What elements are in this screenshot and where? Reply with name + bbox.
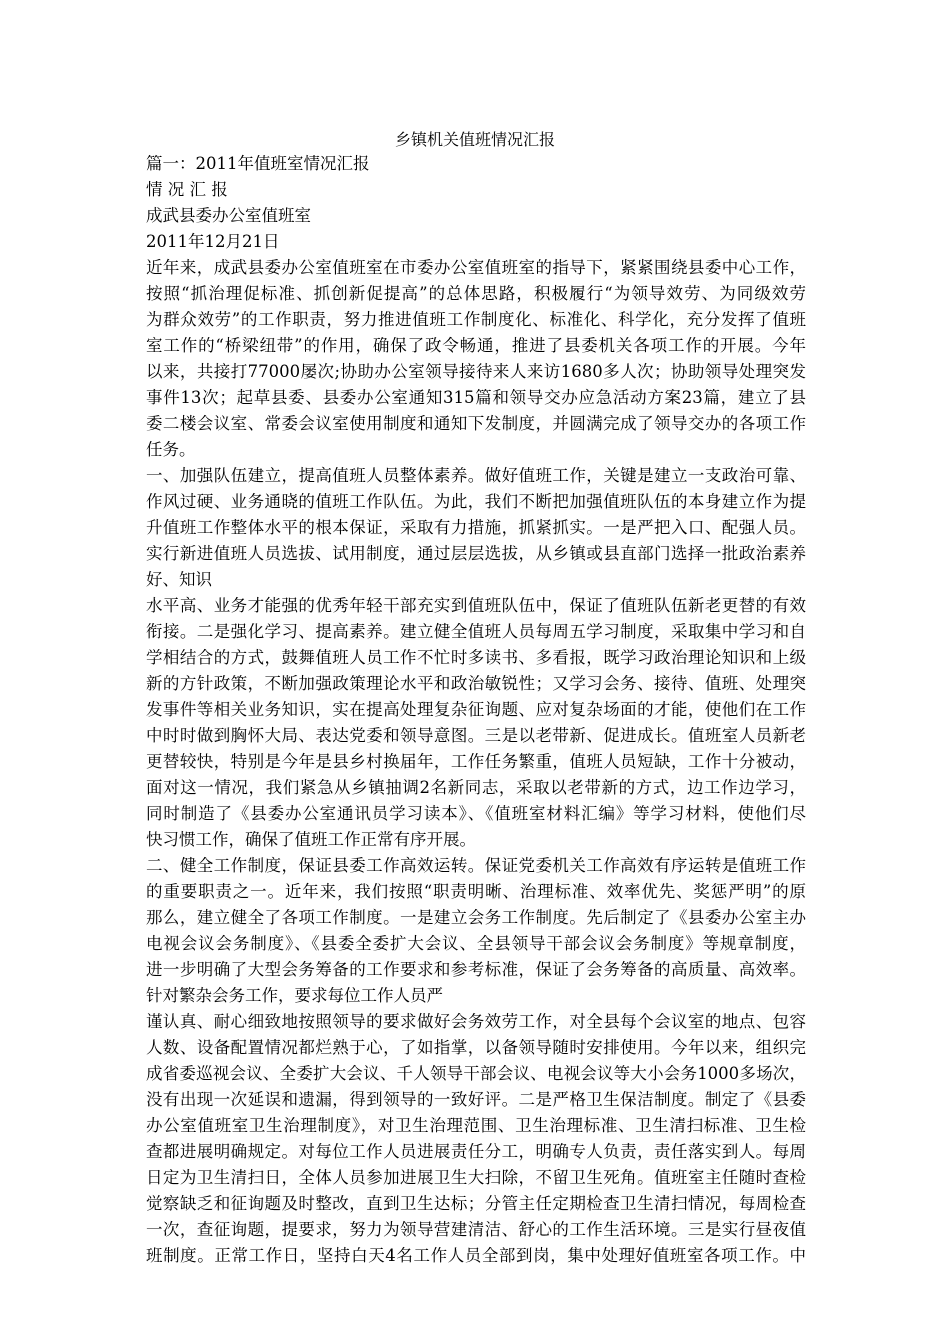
text-line: 新的方针政策，不断加强政策理论水平和政治敏锐性；又学习会务、接待、值班、处理突 (146, 674, 806, 693)
text-line: 委二楼会议室、常委会议室使用制度和通知下发制度，并圆满完成了领导交办的各项工作 (146, 414, 806, 433)
text-line: 那么，建立健全了各项工作制度。一是建立会务工作制度。先后制定了《县委办公室主办 (146, 908, 806, 927)
text-line: 好、知识 (146, 570, 212, 589)
text-line: 更替较快，特别是今年是县乡村换届年，工作任务繁重，值班人员短缺，工作十分被动， (146, 752, 806, 771)
text-line: 觉察缺乏和征询题及时整改，直到卫生达标；分管主任定期检查卫生清扫情况，每周检查 (146, 1194, 806, 1213)
text-line: 一次，查征询题，提要求，努力为领导营建清洁、舒心的工作生活环境。三是实行昼夜值 (146, 1220, 806, 1239)
text-line: 班制度。正常工作日，坚持白天4名工作人员全部到岗，集中处理好值班室各项工作。中 (146, 1246, 806, 1265)
text-line: 按照“抓治理促标准、抓创新促提高”的总体思路，积极履行“为领导效劳、为同级效劳 (146, 284, 806, 303)
text-line: 学相结合的方式，鼓舞值班人员工作不忙时多读书、多看报，既学习政治理论知识和上级 (146, 648, 806, 667)
text-line: 谨认真、耐心细致地按照领导的要求做好会务效劳工作，对全县每个会议室的地点、包容 (146, 1012, 806, 1031)
text-line: 实行新进值班人员选拔、试用制度，通过层层选拔，从乡镇或县直部门选择一批政治素养 (146, 544, 806, 563)
document-title: 乡镇机关值班情况汇报 (394, 130, 555, 149)
text-line: 查都进展明确规定。对每位工作人员进展责任分工，明确专人负责，责任落实到人。每周 (146, 1142, 806, 1161)
text-line: 衔接。二是强化学习、提高素养。建立健全值班人员每周五学习制度，采取集中学习和自 (146, 622, 806, 641)
text-line: 二、健全工作制度，保证县委工作高效运转。保证党委机关工作高效有序运转是值班工作 (146, 856, 806, 875)
text-line: 同时制造了《县委办公室通讯员学习读本》、《值班室材料汇编》等学习材料，使他们尽 (146, 804, 806, 823)
text-line: 近年来，成武县委办公室值班室在市委办公室值班室的指导下，紧紧围绕县委中心工作， (146, 258, 806, 277)
text-line: 情 况 汇 报 (146, 180, 228, 199)
text-line: 没有出现一次延误和遗漏，得到领导的一致好评。二是严格卫生保洁制度。制定了《县委 (146, 1090, 806, 1109)
text-line: 成武县委办公室值班室 (146, 206, 311, 225)
text-line: 2011年12月21日 (146, 232, 280, 251)
text-line: 面对这一情况，我们紧急从乡镇抽调2名新同志，采取以老带新的方式，边工作边学习， (146, 778, 806, 797)
text-line: 事件13次；起草县委、县委办公室通知315篇和领导交办应急活动方案23篇，建立了县 (146, 388, 806, 407)
text-line: 作风过硬、业务通晓的值班工作队伍。为此，我们不断把加强值班队伍的本身建立作为提 (146, 492, 806, 511)
text-line: 电视会议会务制度》、《县委全委扩大会议、全县领导干部会议会务制度》等规章制度， (146, 934, 806, 953)
text-line: 快习惯工作，确保了值班工作正常有序开展。 (146, 830, 476, 849)
text-line: 针对繁杂会务工作，要求每位工作人员严 (146, 986, 443, 1005)
text-line: 日定为卫生清扫日，全体人员参加进展卫生大扫除，不留卫生死角。值班室主任随时查检 (146, 1168, 806, 1187)
text-line: 的重要职责之一。近年来，我们按照“职责明晰、治理标准、效率优先、奖惩严明”的原 (146, 882, 806, 901)
document-body (146, 151, 806, 1269)
text-line: 办公室值班室卫生治理制度》，对卫生治理范围、卫生治理标准、卫生清扫标准、卫生检 (146, 1116, 806, 1135)
text-line: 发事件等相关业务知识，实在提高处理复杂征询题、应对复杂场面的才能，使他们在工作 (146, 700, 806, 719)
text-line: 任务。 (146, 440, 196, 459)
text-line: 成省委巡视会议、全委扩大会议、千人领导干部会议、电视会议等大小会务1000多场次， (146, 1064, 806, 1083)
text-line: 水平高、业务才能强的优秀年轻干部充实到值班队伍中，保证了值班队伍新老更替的有效 (146, 596, 806, 615)
text-line: 中时时做到胸怀大局、表达党委和领导意图。三是以老带新、促进成长。值班室人员新老 (146, 726, 806, 745)
text-line: 篇一：2011年值班室情况汇报 (146, 154, 370, 173)
text-line: 人数、设备配置情况都烂熟于心，了如指掌，以备领导随时安排使用。今年以来，组织完 (146, 1038, 806, 1057)
text-line: 进一步明确了大型会务筹备的工作要求和参考标准，保证了会务筹备的高质量、高效率。 (146, 960, 806, 979)
text-line: 室工作的“桥梁纽带”的作用，确保了政令畅通，推进了县委机关各项工作的开展。今年 (146, 336, 806, 355)
text-line: 一、加强队伍建立，提高值班人员整体素养。做好值班工作，关键是建立一支政治可靠、 (146, 466, 806, 485)
text-line: 升值班工作整体水平的根本保证，采取有力措施，抓紧抓实。一是严把入口、配强人员。 (146, 518, 806, 537)
text-line: 以来，共接打77000屡次;协助办公室领导接待来人来访1680多人次；协助领导处理突发 (146, 362, 806, 381)
text-line: 为群众效劳”的工作职责，努力推进值班工作制度化、标准化、科学化，充分发挥了值班 (146, 310, 806, 329)
